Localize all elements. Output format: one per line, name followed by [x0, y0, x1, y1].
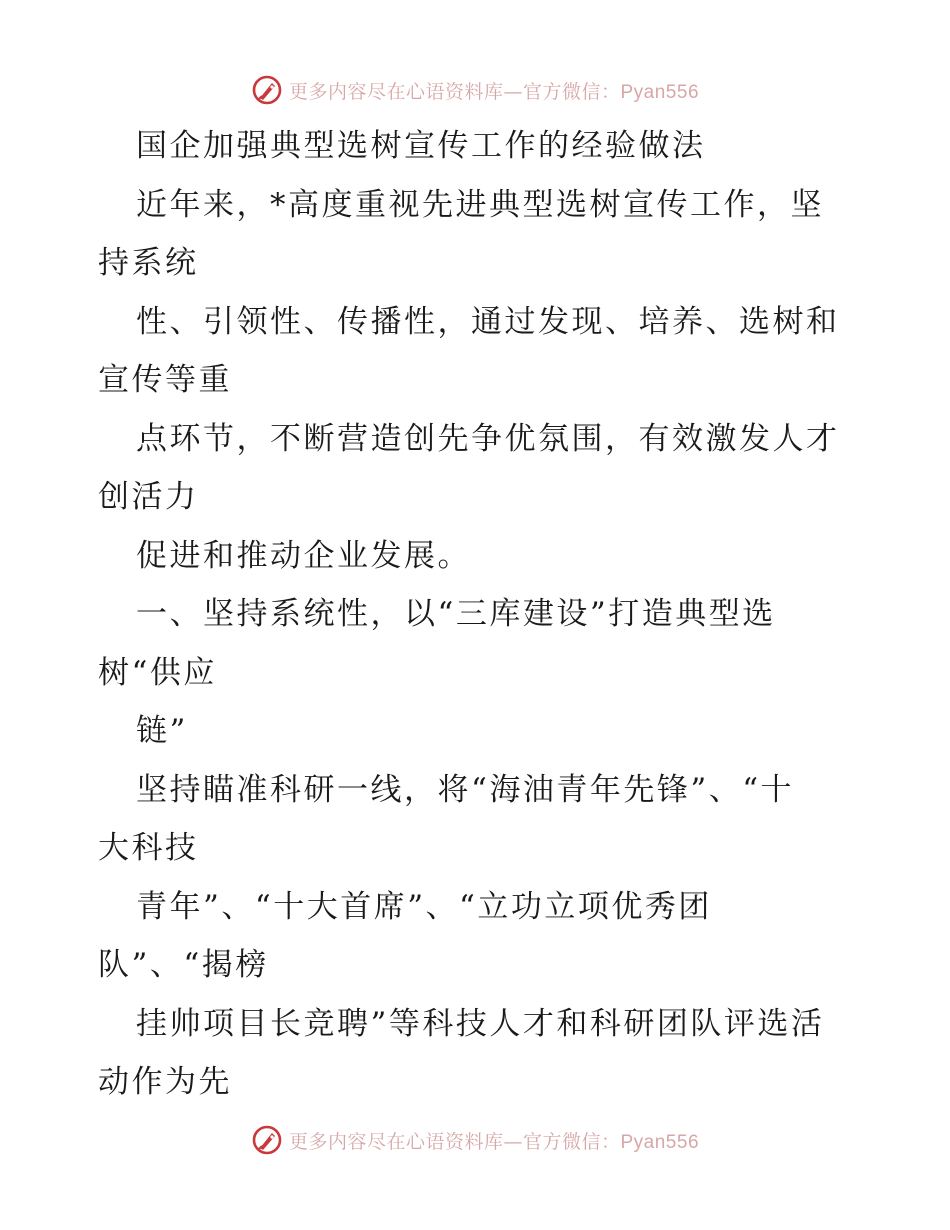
- paragraph-line: 坚持瞄准科研一线，将“海油青年先锋”、“十: [136, 771, 795, 808]
- paragraph-line: 宣传等重: [98, 362, 232, 398]
- paragraph-line: 动作为先: [98, 1064, 232, 1100]
- header-watermark-text: 更多内容尽在心语资料库—官方微信：Pyan556: [288, 80, 700, 103]
- paragraph-line: 大科技: [98, 830, 199, 866]
- paragraph-line: 性、引领性、传播性，通过发现、培养、选树和: [136, 303, 840, 340]
- paragraph-line: 链”: [136, 713, 188, 749]
- paragraph-line: 青年”、“十大首席”、“立功立项优秀团: [136, 888, 712, 925]
- footer-watermark-banner: [0, 1120, 950, 1160]
- paragraph-line: 挂帅项目长竞聘”等科技人才和科研团队评选活: [136, 1005, 825, 1042]
- paragraph-line: 树“供应: [98, 654, 217, 691]
- paragraph-line: 持系统: [98, 245, 199, 281]
- paragraph-line: 近年来，*高度重视先进典型选树宣传工作，坚: [136, 186, 824, 223]
- paragraph-line: 队”、“揭榜: [98, 947, 269, 983]
- header-wechat-id: Pyan556: [620, 81, 700, 103]
- pen-nib-logo-icon: [251, 74, 283, 106]
- paragraph-line: 点环节，不断营造创先争优氛围，有效激发人才: [136, 420, 840, 457]
- footer-wechat-id: Pyan556: [620, 1131, 700, 1153]
- paragraph-line: 一、坚持系统性，以“三库建设”打造典型选: [136, 596, 776, 632]
- footer-watermark-text: 更多内容尽在心语资料库—官方微信：Pyan556: [288, 1130, 700, 1153]
- paragraph-line: 促进和推动企业发展。: [136, 537, 471, 574]
- pen-nib-logo-icon: [251, 1124, 283, 1156]
- document-body: [98, 117, 858, 1112]
- paragraph-line: 创活力: [98, 479, 199, 515]
- header-watermark-banner: [0, 70, 950, 110]
- document-title: 国企加强典型选树宣传工作的经验做法: [136, 128, 706, 164]
